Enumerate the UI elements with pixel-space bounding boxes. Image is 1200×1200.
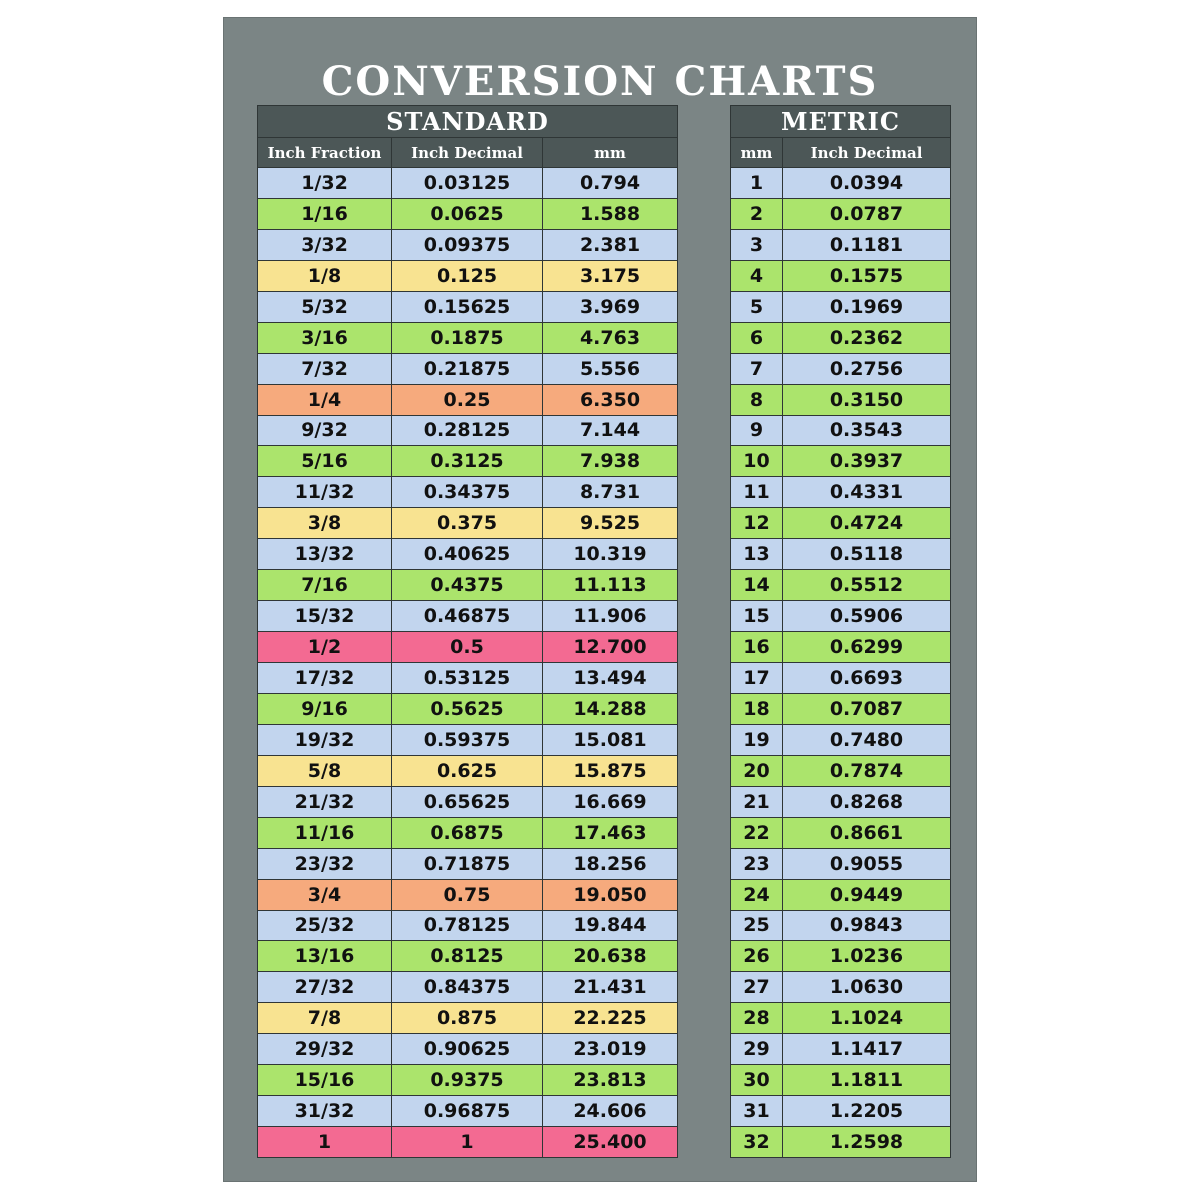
inch-decimal-cell: 0.15625 [392, 291, 543, 322]
table-row [731, 601, 951, 632]
inch-decimal-cell: 0.5625 [392, 693, 543, 724]
inch-decimal-cell: 0.40625 [392, 539, 543, 570]
inch-decimal-cell: 0.46875 [392, 601, 543, 632]
table-row [258, 693, 678, 724]
column-header-inch-decimal: Inch Decimal [783, 138, 951, 168]
inch-decimal-cell: 0.4331 [783, 477, 951, 508]
table-row [258, 848, 678, 879]
table-row [258, 817, 678, 848]
table-row [258, 786, 678, 817]
mm-cell: 11.113 [543, 570, 678, 601]
mm-cell: 7.144 [543, 415, 678, 446]
inch-decimal-cell: 0.0394 [783, 168, 951, 199]
inch-decimal-cell: 0.3150 [783, 384, 951, 415]
inch-fraction-cell: 5/16 [258, 446, 392, 477]
inch-fraction-cell: 29/32 [258, 1034, 392, 1065]
mm-cell: 26 [731, 941, 783, 972]
table-row [731, 693, 951, 724]
mm-cell: 29 [731, 1034, 783, 1065]
table-row [731, 879, 951, 910]
table-row [731, 972, 951, 1003]
column-header-mm: mm [731, 138, 783, 168]
inch-decimal-cell: 0.5906 [783, 601, 951, 632]
inch-fraction-cell: 9/32 [258, 415, 392, 446]
inch-fraction-cell: 3/8 [258, 508, 392, 539]
standard-table-body [258, 168, 678, 1158]
mm-cell: 32 [731, 1127, 783, 1158]
standard-title: STANDARD [258, 106, 678, 138]
table-row [258, 446, 678, 477]
page-title: CONVERSION CHARTS [321, 58, 879, 105]
table-row [258, 384, 678, 415]
mm-cell: 10.319 [543, 539, 678, 570]
inch-fraction-cell: 25/32 [258, 910, 392, 941]
table-row [258, 508, 678, 539]
table-row [731, 446, 951, 477]
inch-decimal-cell: 0.3543 [783, 415, 951, 446]
mm-cell: 3 [731, 229, 783, 260]
mm-cell: 21 [731, 786, 783, 817]
column-header-mm: mm [543, 138, 678, 168]
table-row [258, 910, 678, 941]
inch-decimal-cell: 1.0630 [783, 972, 951, 1003]
mm-cell: 6 [731, 322, 783, 353]
inch-decimal-cell: 0.8268 [783, 786, 951, 817]
inch-decimal-cell: 0.9055 [783, 848, 951, 879]
table-row [731, 539, 951, 570]
inch-decimal-cell: 0.2756 [783, 353, 951, 384]
mm-cell: 14.288 [543, 693, 678, 724]
inch-decimal-cell: 0.6875 [392, 817, 543, 848]
inch-fraction-cell: 13/32 [258, 539, 392, 570]
inch-decimal-cell: 0.5118 [783, 539, 951, 570]
table-row [731, 229, 951, 260]
mm-cell: 17.463 [543, 817, 678, 848]
mm-cell: 23 [731, 848, 783, 879]
inch-decimal-cell: 0.0625 [392, 198, 543, 229]
inch-fraction-cell: 1/32 [258, 168, 392, 199]
table-row [731, 322, 951, 353]
inch-fraction-cell: 7/8 [258, 1003, 392, 1034]
mm-cell: 18.256 [543, 848, 678, 879]
column-header-inch-decimal: Inch Decimal [392, 138, 543, 168]
table-row [258, 663, 678, 694]
inch-decimal-cell: 0.09375 [392, 229, 543, 260]
mm-cell: 15.875 [543, 755, 678, 786]
inch-fraction-cell: 3/32 [258, 229, 392, 260]
inch-decimal-cell: 0.875 [392, 1003, 543, 1034]
metric-title: METRIC [731, 106, 951, 138]
table-row [731, 817, 951, 848]
table-row [731, 198, 951, 229]
mm-cell: 12 [731, 508, 783, 539]
mm-cell: 7 [731, 353, 783, 384]
inch-decimal-cell: 0.25 [392, 384, 543, 415]
mm-cell: 1.588 [543, 198, 678, 229]
table-row [258, 570, 678, 601]
mm-cell: 27 [731, 972, 783, 1003]
table-row [731, 1034, 951, 1065]
inch-decimal-cell: 0.2362 [783, 322, 951, 353]
inch-decimal-cell: 0.4375 [392, 570, 543, 601]
inch-decimal-cell: 0.375 [392, 508, 543, 539]
inch-decimal-cell: 1.2598 [783, 1127, 951, 1158]
mm-cell: 25.400 [543, 1127, 678, 1158]
table-row [731, 353, 951, 384]
inch-decimal-cell: 0.5 [392, 632, 543, 663]
mm-cell: 24.606 [543, 1096, 678, 1127]
mm-cell: 31 [731, 1096, 783, 1127]
inch-decimal-cell: 0.1181 [783, 229, 951, 260]
table-row [258, 972, 678, 1003]
mm-cell: 15.081 [543, 724, 678, 755]
table-row [731, 570, 951, 601]
inch-decimal-cell: 0.7087 [783, 693, 951, 724]
mm-cell: 22.225 [543, 1003, 678, 1034]
inch-fraction-cell: 7/16 [258, 570, 392, 601]
inch-fraction-cell: 15/32 [258, 601, 392, 632]
table-row [731, 384, 951, 415]
inch-decimal-cell: 0.1969 [783, 291, 951, 322]
table-row [258, 1096, 678, 1127]
mm-cell: 22 [731, 817, 783, 848]
table-row [731, 477, 951, 508]
table-row [731, 663, 951, 694]
inch-decimal-cell: 0.8125 [392, 941, 543, 972]
mm-cell: 16 [731, 632, 783, 663]
mm-cell: 30 [731, 1065, 783, 1096]
mm-cell: 24 [731, 879, 783, 910]
table-row [258, 632, 678, 663]
inch-fraction-cell: 9/16 [258, 693, 392, 724]
table-row [731, 755, 951, 786]
inch-fraction-cell: 1/4 [258, 384, 392, 415]
table-row [258, 1065, 678, 1096]
inch-decimal-cell: 0.0787 [783, 198, 951, 229]
inch-decimal-cell: 0.6693 [783, 663, 951, 694]
inch-fraction-cell: 1/8 [258, 260, 392, 291]
table-row [258, 539, 678, 570]
table-row [258, 601, 678, 632]
mm-cell: 20 [731, 755, 783, 786]
inch-decimal-cell: 0.125 [392, 260, 543, 291]
table-row [258, 879, 678, 910]
table-row [258, 229, 678, 260]
table-row [258, 477, 678, 508]
inch-decimal-cell: 1 [392, 1127, 543, 1158]
metric-table [730, 105, 951, 1158]
table-row [258, 941, 678, 972]
inch-decimal-cell: 0.65625 [392, 786, 543, 817]
table-row [731, 291, 951, 322]
inch-decimal-cell: 0.9375 [392, 1065, 543, 1096]
inch-fraction-cell: 17/32 [258, 663, 392, 694]
inch-decimal-cell: 0.9843 [783, 910, 951, 941]
mm-cell: 5 [731, 291, 783, 322]
inch-decimal-cell: 0.59375 [392, 724, 543, 755]
inch-fraction-cell: 1 [258, 1127, 392, 1158]
inch-fraction-cell: 5/32 [258, 291, 392, 322]
inch-decimal-cell: 0.1575 [783, 260, 951, 291]
table-row [731, 415, 951, 446]
table-row [731, 1096, 951, 1127]
inch-decimal-cell: 0.9449 [783, 879, 951, 910]
mm-cell: 6.350 [543, 384, 678, 415]
mm-cell: 8 [731, 384, 783, 415]
inch-fraction-cell: 11/32 [258, 477, 392, 508]
inch-decimal-cell: 0.75 [392, 879, 543, 910]
mm-cell: 13.494 [543, 663, 678, 694]
mm-cell: 25 [731, 910, 783, 941]
inch-decimal-cell: 0.78125 [392, 910, 543, 941]
table-row [731, 508, 951, 539]
table-row [731, 848, 951, 879]
inch-decimal-cell: 0.90625 [392, 1034, 543, 1065]
inch-decimal-cell: 1.1024 [783, 1003, 951, 1034]
mm-cell: 19.844 [543, 910, 678, 941]
mm-cell: 16.669 [543, 786, 678, 817]
table-row [258, 260, 678, 291]
mm-cell: 0.794 [543, 168, 678, 199]
inch-decimal-cell: 0.28125 [392, 415, 543, 446]
mm-cell: 3.969 [543, 291, 678, 322]
mm-cell: 23.813 [543, 1065, 678, 1096]
inch-decimal-cell: 0.5512 [783, 570, 951, 601]
inch-decimal-cell: 0.8661 [783, 817, 951, 848]
inch-decimal-cell: 1.1811 [783, 1065, 951, 1096]
table-row [258, 291, 678, 322]
inch-decimal-cell: 0.625 [392, 755, 543, 786]
conversion-chart-poster [223, 17, 977, 1182]
inch-fraction-cell: 7/32 [258, 353, 392, 384]
inch-fraction-cell: 21/32 [258, 786, 392, 817]
table-row [731, 260, 951, 291]
inch-decimal-cell: 0.34375 [392, 477, 543, 508]
inch-fraction-cell: 31/32 [258, 1096, 392, 1127]
table-row [258, 1003, 678, 1034]
table-row [731, 168, 951, 199]
inch-fraction-cell: 15/16 [258, 1065, 392, 1096]
inch-fraction-cell: 27/32 [258, 972, 392, 1003]
inch-decimal-cell: 0.4724 [783, 508, 951, 539]
inch-decimal-cell: 0.03125 [392, 168, 543, 199]
inch-decimal-cell: 0.3125 [392, 446, 543, 477]
table-row [731, 910, 951, 941]
mm-cell: 10 [731, 446, 783, 477]
mm-cell: 8.731 [543, 477, 678, 508]
mm-cell: 7.938 [543, 446, 678, 477]
inch-decimal-cell: 0.53125 [392, 663, 543, 694]
table-row [731, 632, 951, 663]
mm-cell: 15 [731, 601, 783, 632]
table-row [258, 1034, 678, 1065]
inch-fraction-cell: 3/16 [258, 322, 392, 353]
mm-cell: 5.556 [543, 353, 678, 384]
table-row [258, 755, 678, 786]
metric-table-body [731, 168, 951, 1158]
table-row [258, 353, 678, 384]
inch-decimal-cell: 0.3937 [783, 446, 951, 477]
inch-fraction-cell: 23/32 [258, 848, 392, 879]
inch-decimal-cell: 0.96875 [392, 1096, 543, 1127]
mm-cell: 12.700 [543, 632, 678, 663]
mm-cell: 4.763 [543, 322, 678, 353]
table-row [258, 198, 678, 229]
inch-fraction-cell: 13/16 [258, 941, 392, 972]
standard-table [257, 105, 678, 1158]
inch-decimal-cell: 0.6299 [783, 632, 951, 663]
mm-cell: 23.019 [543, 1034, 678, 1065]
inch-decimal-cell: 0.84375 [392, 972, 543, 1003]
table-row [731, 1127, 951, 1158]
inch-fraction-cell: 11/16 [258, 817, 392, 848]
inch-fraction-cell: 5/8 [258, 755, 392, 786]
table-row [731, 1065, 951, 1096]
mm-cell: 9 [731, 415, 783, 446]
table-row [731, 941, 951, 972]
inch-fraction-cell: 19/32 [258, 724, 392, 755]
mm-cell: 4 [731, 260, 783, 291]
mm-cell: 11 [731, 477, 783, 508]
table-row [731, 1003, 951, 1034]
mm-cell: 18 [731, 693, 783, 724]
inch-decimal-cell: 0.71875 [392, 848, 543, 879]
mm-cell: 3.175 [543, 260, 678, 291]
inch-fraction-cell: 1/2 [258, 632, 392, 663]
table-row [258, 168, 678, 199]
inch-fraction-cell: 1/16 [258, 198, 392, 229]
mm-cell: 17 [731, 663, 783, 694]
table-row [258, 724, 678, 755]
inch-decimal-cell: 1.0236 [783, 941, 951, 972]
inch-decimal-cell: 0.21875 [392, 353, 543, 384]
mm-cell: 28 [731, 1003, 783, 1034]
inch-fraction-cell: 3/4 [258, 879, 392, 910]
inch-decimal-cell: 1.2205 [783, 1096, 951, 1127]
column-header-inch-fraction: Inch Fraction [258, 138, 392, 168]
table-row [731, 786, 951, 817]
table-row [731, 724, 951, 755]
mm-cell: 11.906 [543, 601, 678, 632]
mm-cell: 19 [731, 724, 783, 755]
mm-cell: 2.381 [543, 229, 678, 260]
inch-decimal-cell: 0.1875 [392, 322, 543, 353]
mm-cell: 21.431 [543, 972, 678, 1003]
mm-cell: 20.638 [543, 941, 678, 972]
inch-decimal-cell: 0.7874 [783, 755, 951, 786]
mm-cell: 19.050 [543, 879, 678, 910]
inch-decimal-cell: 0.7480 [783, 724, 951, 755]
table-row [258, 1127, 678, 1158]
mm-cell: 14 [731, 570, 783, 601]
mm-cell: 13 [731, 539, 783, 570]
inch-decimal-cell: 1.1417 [783, 1034, 951, 1065]
mm-cell: 2 [731, 198, 783, 229]
table-row [258, 322, 678, 353]
table-row [258, 415, 678, 446]
mm-cell: 1 [731, 168, 783, 199]
mm-cell: 9.525 [543, 508, 678, 539]
